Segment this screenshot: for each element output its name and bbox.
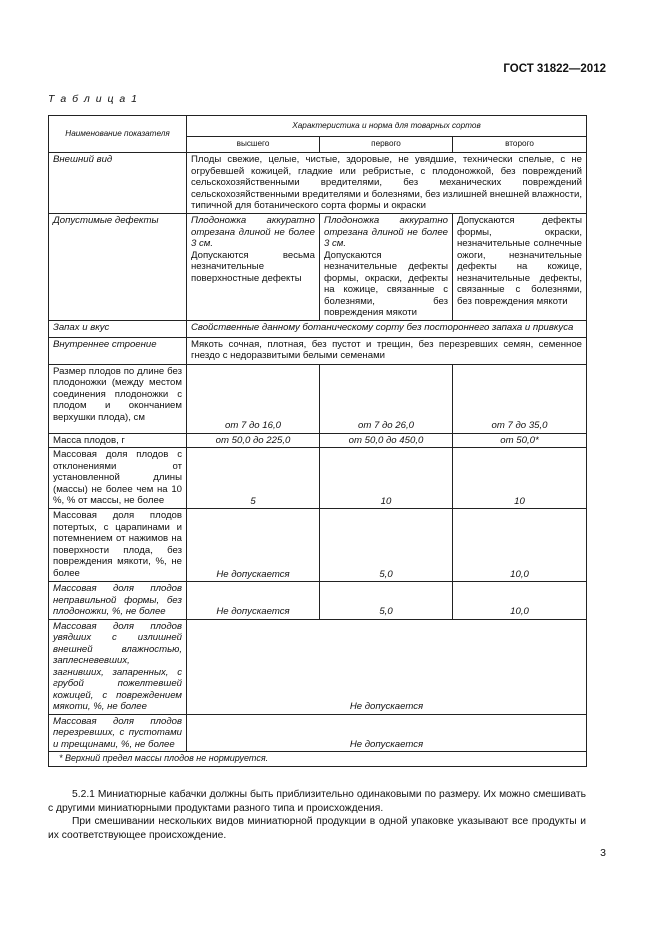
row-name: Массовая доля плодов перезревших, с пустотами и трещинами, %, не более	[49, 714, 187, 752]
row-text: Плодоножка аккуратно отрезана длиной не более 3 см.	[324, 215, 448, 249]
header-group: Характеристика и норма для товарных сортов	[187, 116, 587, 137]
table-row	[49, 509, 587, 582]
row-value: Не допускается	[187, 619, 587, 714]
row-value-grade-3: Допускаются дефекты формы, окраски, незначительные солнечные ожоги, незначительные дефекты на кожице, незначительные дефекты, связанные с болезнями, без повреждения мякоти	[453, 214, 587, 321]
header-name: Наименование показателя	[49, 116, 187, 153]
row-value-grade-1	[187, 214, 320, 321]
row-value-grade-1: от 50,0 до 225,0	[187, 433, 320, 448]
table-row	[49, 364, 587, 433]
row-name: Массовая доля плодов неправильной формы, без плодоножки, %, не более	[49, 582, 187, 620]
row-value-grade-1: 5	[187, 448, 320, 509]
row-value-grade-2: от 50,0 до 450,0	[320, 433, 453, 448]
quality-table	[48, 115, 587, 767]
row-value-grade-3: от 7 до 35,0	[453, 364, 587, 433]
document-code: ГОСТ 31822—2012	[503, 63, 606, 75]
row-value: Не допускается	[187, 714, 587, 752]
row-value-grade-2	[320, 214, 453, 321]
row-name: Запах и вкус	[49, 320, 187, 337]
row-text: Плодоножка аккуратно отрезана длиной не более 3 см.	[191, 215, 315, 249]
row-value-grade-3: 10,0	[453, 582, 587, 620]
row-value: Свойственные данному ботаническому сорту без постороннего запаха и привкуса	[187, 320, 587, 337]
row-value-grade-2: 5,0	[320, 509, 453, 582]
row-name: Внутреннее строение	[49, 337, 187, 364]
row-name: Внешний вид	[49, 153, 187, 214]
row-value: Мякоть сочная, плотная, без пустот и трещин, без перезревших семян, семенное гнездо с недоразвитыми белыми семенами	[187, 337, 587, 364]
row-value-grade-1: от 7 до 16,0	[187, 364, 320, 433]
row-text: Допускаются незначительные дефекты формы, окраски, дефекты на кожице, связанные с болезнями, без повреждения мякоти	[324, 249, 448, 318]
table-row	[49, 214, 587, 321]
row-name: Массовая доля плодов с отклонениями от установленной длины (массы) не более чем на 10 %, % от массы, не более	[49, 448, 187, 509]
table-row	[49, 582, 587, 620]
paragraph: При смешивании нескольких видов миниатюрной продукции в одной упаковке указывают все продукты и их соответствующее происхождение.	[48, 816, 586, 841]
row-text: Допускаются весьма незначительные поверхностные дефекты	[191, 249, 315, 284]
row-value: Плоды свежие, целые, чистые, здоровые, не увядшие, технически спелые, с не огрубевшей кожицей, гладкие или ребристые, с плодоножкой, без повреждений сельскохозяйственными вредителями, без механических повреждений сельскохозяйственными вредителями и болезнями, без излишней внешней влажности, типичной для ботанического сорта формы и окраски	[187, 153, 587, 214]
header-grade-2: первого	[320, 137, 453, 153]
table-row	[49, 337, 587, 364]
row-name: Допустимые дефекты	[49, 214, 187, 321]
table-footnote-row	[49, 752, 587, 767]
row-value-grade-1: Не допускается	[187, 509, 320, 582]
table-caption: Т а б л и ц а 1	[48, 93, 139, 105]
table-row	[49, 433, 587, 448]
row-name: Размер плодов по длине без плодоножки (между местом соединения плодоножки с плодом и окончанием верхушки плода), см	[49, 364, 187, 433]
header-grade-1: высшего	[187, 137, 320, 153]
row-value-grade-3: 10,0	[453, 509, 587, 582]
row-value-grade-3: от 50,0*	[453, 433, 587, 448]
table-row	[49, 448, 587, 509]
row-value-grade-1: Не допускается	[187, 582, 320, 620]
table-row	[49, 153, 587, 214]
paragraph: 5.2.1 Миниатюрные кабачки должны быть приблизительно одинаковыми по размеру. Их можно смешивать с другими миниатюрными продуктами разного типа и происхождения.	[48, 789, 586, 814]
row-value-grade-3: 10	[453, 448, 587, 509]
table-header-row	[49, 116, 587, 137]
row-name: Массовая доля плодов потертых, с царапинами и потемнением от нажимов на поверхности плода, без повреждения мякоти, %, не более	[49, 509, 187, 582]
row-value-grade-2: 5,0	[320, 582, 453, 620]
table-row	[49, 619, 587, 714]
row-value-grade-2: 10	[320, 448, 453, 509]
row-name: Масса плодов, г	[49, 433, 187, 448]
table-row	[49, 714, 587, 752]
table-footnote: * Верхний предел массы плодов не нормируется.	[49, 752, 587, 767]
header-grade-3: второго	[453, 137, 587, 153]
row-name: Массовая доля плодов увядших с излишней внешней влажностью, заплесневевших, загнивших, запаренных, с грубой пожелтевшей кожицей, с повреждением мякоти, %, не более	[49, 619, 187, 714]
row-value-grade-2: от 7 до 26,0	[320, 364, 453, 433]
table-row	[49, 320, 587, 337]
page-number: 3	[600, 847, 606, 859]
